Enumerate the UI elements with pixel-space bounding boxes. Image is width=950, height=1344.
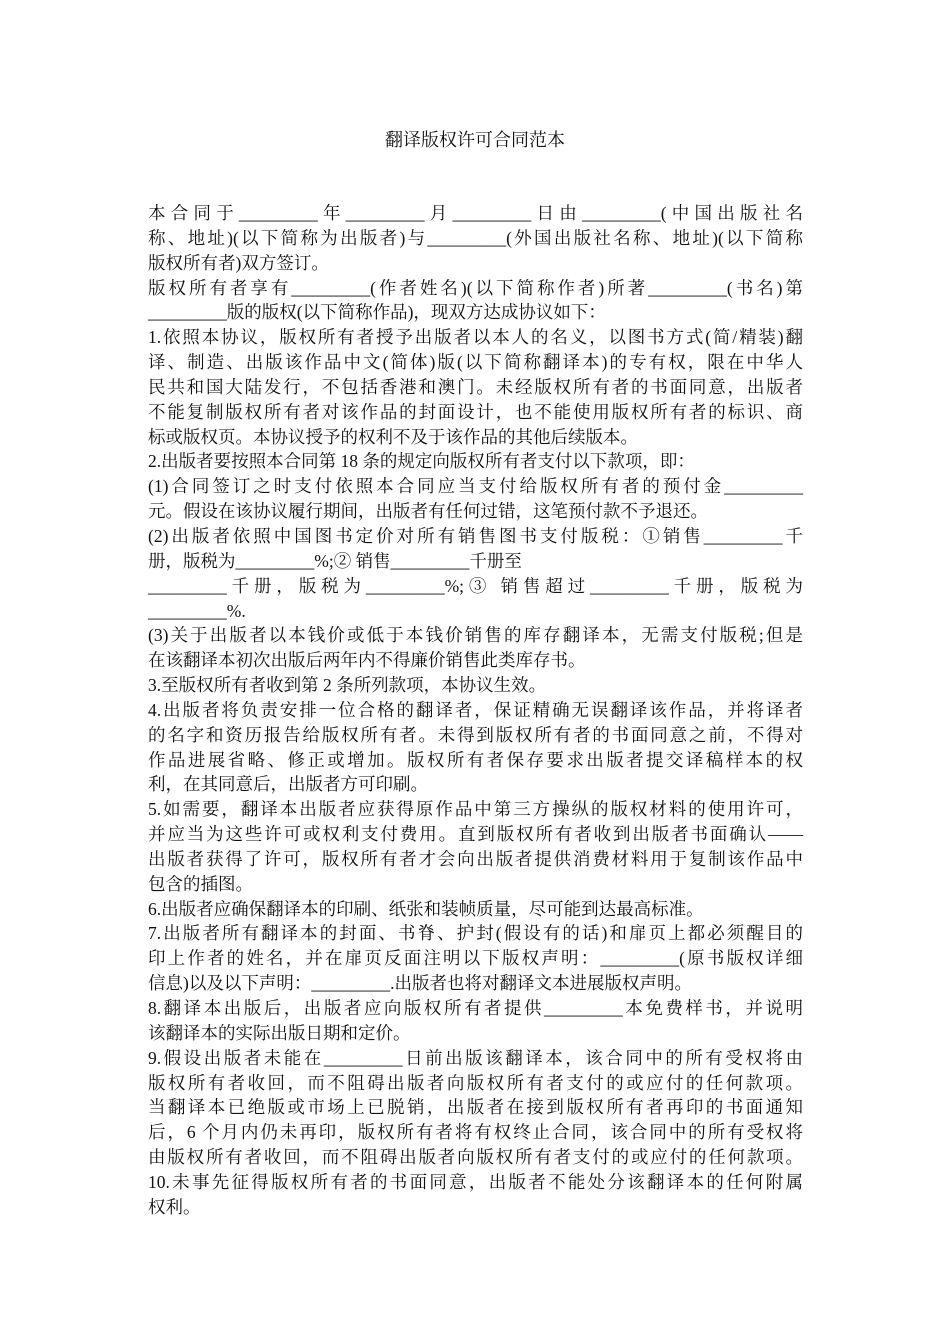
text-line: 民共和国大陆发行，不包括香港和澳门。未经版权所有者的书面同意，出版者 — [148, 376, 803, 397]
text-line: 册，版税为_________%;② 销售_________千册至 — [148, 550, 522, 571]
text-line: 译、制造、出版该作品中文(简体)版(以下简称翻译本)的专有权，限在中华人 — [148, 352, 803, 373]
clause-2-3 — [148, 623, 803, 673]
text-line: 印上作者的姓名，并在扉页反面注明以下版权声明：_________(原书版权详细 — [148, 948, 803, 969]
text-line: 作品进展省略、修正或增加。版权所有者保存要求出版者提交译稿样本的权 — [148, 749, 803, 770]
text-line: _________%. — [148, 600, 246, 621]
text-line: 4.出版者将负责安排一位合格的翻译者，保证精确无误翻译该作品，并将译者 — [148, 699, 803, 720]
clause-10 — [148, 1170, 803, 1220]
text-line: 由版权所有者收回，而不阻碍出版者向版权所有者支付的或应付的任何款项。 — [148, 1147, 803, 1168]
text-line: (3)关于出版者以本钱价或低于本钱价销售的库存翻译本，无需支付版税;但是 — [148, 625, 803, 646]
text-line: 的名字和资历报告给版权所有者。未得到版权所有者的书面同意之前，不得对 — [148, 724, 803, 745]
paragraph-intro — [148, 201, 803, 276]
clause-9 — [148, 1046, 803, 1170]
text-line: 9.假设出版者未能在_________日前出版该翻译本，该合同中的所有受权将由 — [148, 1047, 803, 1068]
text-line: _________千册，版税为_________%;③ 销售超过_________千册，版税为 — [148, 575, 803, 596]
text-line: 标或版权页。本协议授予的权利不及于该作品的其他后续版本。 — [148, 426, 638, 447]
text-line: 3.至版权所有者收到第 2 条所列款项，本协议生效。 — [148, 675, 547, 696]
paragraph-rights — [148, 276, 803, 326]
clause-4 — [148, 698, 803, 797]
text-line: 包含的插图。 — [148, 873, 253, 894]
contract-body — [148, 201, 803, 1220]
text-line: _________版的版权(以下简称作品)，现双方达成协议如下： — [148, 302, 606, 323]
clause-1 — [148, 325, 803, 449]
text-line: 本合同于_________年_________月_________日由_________(中国出版社名 — [148, 203, 803, 223]
text-line: 5.如需要，翻译本出版者应获得原作品中第三方操纵的版权材料的使用许可， — [148, 799, 803, 820]
text-line: 称、地址)(以下简称为出版者)与_________(外国出版社名称、地址)(以下简称 — [148, 227, 803, 248]
text-line: 版权所有者)双方签订。 — [148, 252, 329, 273]
text-line: 权利。 — [148, 1196, 201, 1217]
text-line: 元。假设在该协议履行期间，出版者有任何过错，这笔预付款不予退还。 — [148, 501, 708, 522]
clause-2-1 — [148, 474, 803, 524]
text-line: 信息)以及以下声明：_________.出版者也将对翻译文本进展版权声明。 — [148, 973, 692, 994]
text-line: 版权所有者收回，而不阻碍出版者向版权所有者支付的或应付的任何款项。 — [148, 1072, 803, 1093]
text-line: 10.未事先征得版权所有者的书面同意，出版者不能处分该翻译本的任何附属 — [148, 1171, 803, 1192]
text-line: 不能复制版权所有者对该作品的封面设计，也不能使用版权所有者的标识、商 — [148, 401, 803, 422]
text-line: (2)出版者依照中国图书定价对所有销售图书支付版税：①销售_________千 — [148, 525, 803, 546]
clause-5 — [148, 797, 803, 896]
text-line: 在该翻译本初次出版后两年内不得廉价销售此类库存书。 — [148, 650, 586, 671]
text-line: 该翻译本的实际出版日期和定价。 — [148, 1022, 411, 1043]
text-line: 当翻译本已绝版或市场上已脱销，出版者在接到版权所有者再印的书面通知 — [148, 1097, 803, 1118]
text-line: 后，6 个月内仍未再印，版权所有者将有权终止合同，该合同中的所有受权将 — [148, 1122, 803, 1143]
text-line: 版权所有者享有_________(作者姓名)(以下简称作者)所著_________(书名)第 — [148, 277, 803, 298]
text-line: 6.出版者应确保翻译本的印刷、纸张和装帧质量，尽可能到达最高标准。 — [148, 898, 704, 919]
clause-6 — [148, 897, 803, 922]
text-line: 利，在其同意后，出版者方可印刷。 — [148, 774, 428, 795]
clause-2 — [148, 449, 803, 474]
clause-8 — [148, 996, 803, 1046]
text-line: (1)合同签订之时支付依照本合同应当支付给版权所有者的预付金_________ — [148, 476, 803, 497]
text-line: 出版者获得了许可，版权所有者才会向出版者提供消费材料用于复制该作品中 — [148, 848, 803, 869]
clause-7 — [148, 921, 803, 996]
clause-3 — [148, 673, 803, 698]
text-line: 8.翻译本出版后，出版者应向版权所有者提供_________本免费样书，并说明 — [148, 998, 803, 1018]
clause-2-2 — [148, 524, 803, 623]
text-line: 并应当为这些许可或权利支付费用。直到版权所有者收到出版者书面确认—— — [148, 824, 803, 845]
text-line: 1.依照本协议，版权所有者授予出版者以本人的名义，以图书方式(简/精装)翻 — [148, 327, 803, 348]
document-title: 翻译版权许可合同范本 — [385, 130, 565, 150]
text-line: 7.出版者所有翻译本的封面、书脊、护封(假设有的话)和扉页上都必须醒目的 — [148, 923, 803, 944]
text-line: 2.出版者要按照本合同第 18 条的规定向版权所有者支付以下款项，即： — [148, 451, 695, 472]
